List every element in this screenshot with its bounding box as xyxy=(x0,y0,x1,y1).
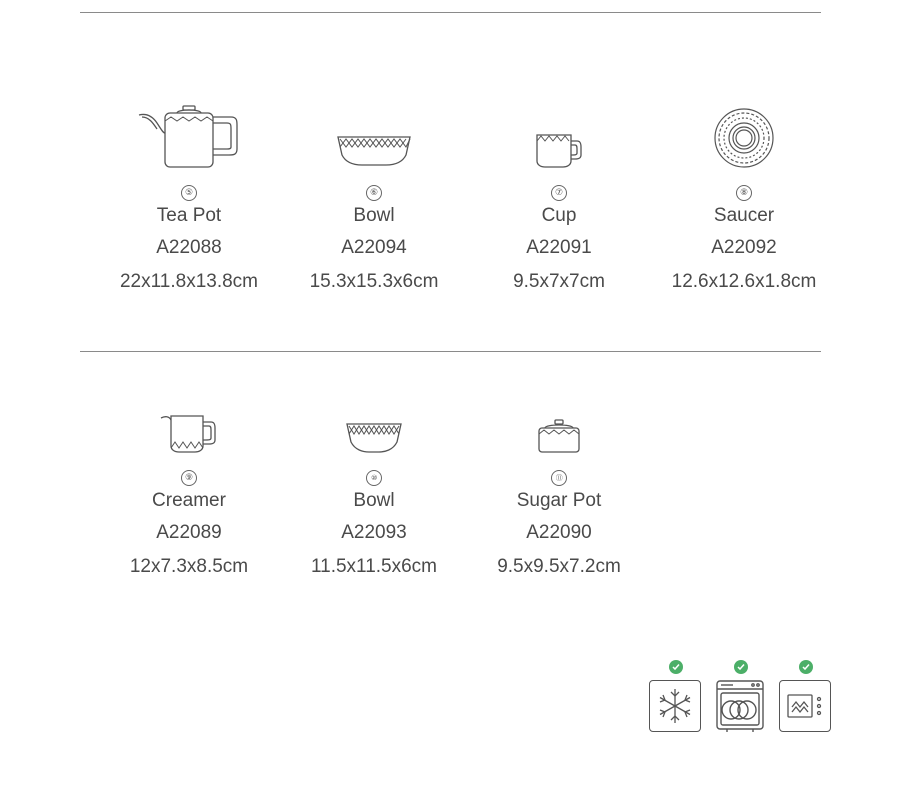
teapot-icon xyxy=(137,103,241,169)
product-saucer xyxy=(654,103,834,299)
freezer-snowflake-icon xyxy=(656,687,694,725)
product-size: 12x7.3x8.5cm xyxy=(129,556,249,577)
product-creamer xyxy=(99,388,279,584)
middle-divider xyxy=(80,351,821,352)
item-number: ⑨ xyxy=(181,470,197,486)
item-number: ⑪ xyxy=(551,470,567,486)
product-tea-pot xyxy=(99,103,279,299)
small-bowl-icon xyxy=(345,420,403,454)
freezer-safe-feature xyxy=(649,660,703,732)
item-number: ⑥ xyxy=(366,185,382,201)
check-icon xyxy=(669,660,683,674)
item-number: ⑩ xyxy=(366,470,382,486)
saucer-icon xyxy=(713,107,775,169)
product-code: A22089 xyxy=(156,522,222,543)
check-icon xyxy=(799,660,813,674)
product-name: Tea Pot xyxy=(156,205,222,226)
product-name: Bowl xyxy=(353,205,395,226)
product-bowl-large xyxy=(284,103,464,299)
product-name: Creamer xyxy=(152,490,226,511)
product-name: Cup xyxy=(541,205,577,226)
microwave-icon xyxy=(785,689,825,723)
product-name: Saucer xyxy=(713,205,775,226)
product-size: 22x11.8x13.8cm xyxy=(119,271,258,292)
product-code: A22093 xyxy=(341,522,407,543)
sugar-pot-icon xyxy=(535,418,583,454)
top-divider xyxy=(80,12,821,13)
product-code: A22094 xyxy=(341,237,407,258)
product-size: 15.3x15.3x6cm xyxy=(309,271,439,292)
dishwasher-icon xyxy=(715,679,765,733)
product-code: A22088 xyxy=(156,237,222,258)
item-number: ⑧ xyxy=(736,185,752,201)
bowl-icon xyxy=(336,133,412,169)
cup-icon xyxy=(535,131,583,169)
microwave-safe-feature xyxy=(779,660,833,732)
creamer-icon xyxy=(159,412,219,454)
product-size: 11.5x11.5x6cm xyxy=(310,556,438,577)
check-icon xyxy=(734,660,748,674)
dishwasher-safe-feature xyxy=(714,660,768,732)
product-size: 12.6x12.6x1.8cm xyxy=(671,271,817,292)
product-sugar-pot xyxy=(469,388,649,584)
item-number: ⑤ xyxy=(181,185,197,201)
product-size: 9.5x7x7cm xyxy=(513,271,605,292)
product-code: A22091 xyxy=(526,237,592,258)
product-code: A22090 xyxy=(526,522,592,543)
product-name: Sugar Pot xyxy=(516,490,602,511)
product-code: A22092 xyxy=(711,237,777,258)
product-size: 9.5x9.5x7.2cm xyxy=(497,556,621,577)
product-bowl-small xyxy=(284,388,464,584)
product-cup xyxy=(469,103,649,299)
item-number: ⑦ xyxy=(551,185,567,201)
product-name: Bowl xyxy=(353,490,395,511)
